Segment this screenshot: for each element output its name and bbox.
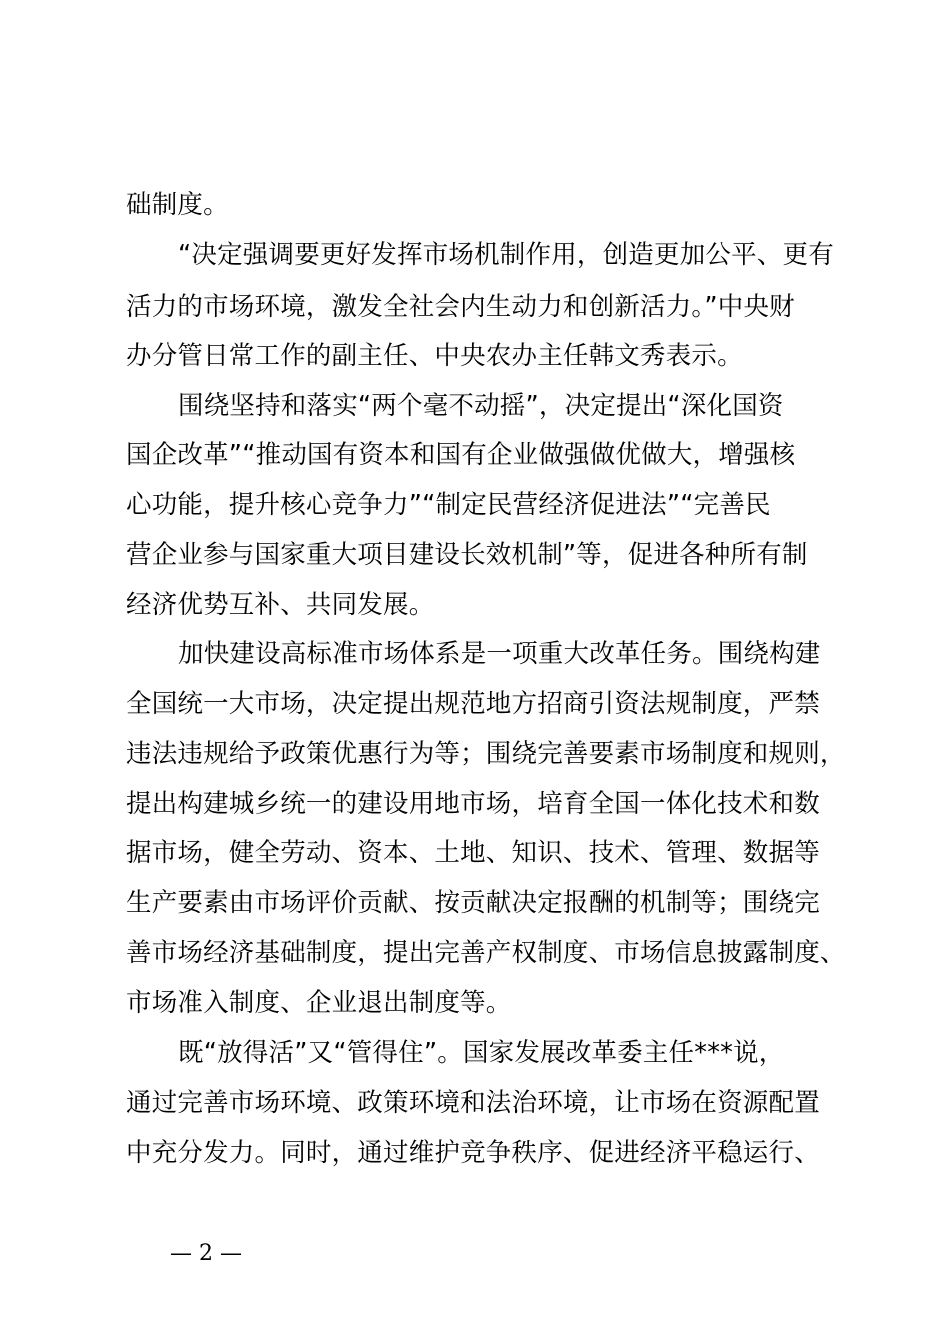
text-line: 营企业参与国家重大项目建设长效机制”等，促进各种所有制	[126, 540, 808, 570]
text-line: 活力的市场环境，激发全社会内生动力和创新活力。”中央财	[126, 292, 795, 322]
text-line: 市场准入制度、企业退出制度等。	[126, 988, 512, 1018]
text-line: 违法违规给予政策优惠行为等；围绕完善要素市场制度和规则，	[126, 739, 846, 769]
text-line: 善市场经济基础制度，提出完善产权制度、市场信息披露制度、	[126, 938, 846, 968]
text-line: 提出构建城乡统一的建设用地市场，培育全国一体化技术和数	[126, 789, 820, 819]
text-line: 围绕坚持和落实“两个毫不动摇”，决定提出“深化国资	[178, 391, 784, 421]
text-line: 加快建设高标准市场体系是一项重大改革任务。围绕构建	[178, 639, 821, 669]
page-number: — 2 —	[170, 1241, 242, 1266]
text-line: 中充分发力。同时，通过维护竞争秩序、促进经济平稳运行、	[126, 1138, 820, 1168]
text-line: 既“放得活”又“管得住”。国家发展改革委主任***说，	[178, 1038, 785, 1068]
text-line: 生产要素由市场评价贡献、按贡献决定报酬的机制等；围绕完	[126, 888, 820, 918]
text-line: 础制度。	[126, 190, 229, 220]
text-line: “决定强调要更好发挥市场机制作用，创造更加公平、更有	[178, 240, 834, 270]
text-line: 通过完善市场环境、政策环境和法治环境，让市场在资源配置	[126, 1088, 820, 1118]
text-line: 心功能，提升核心竞争力”“制定民营经济促进法”“完善民	[126, 490, 771, 520]
text-line: 办分管日常工作的副主任、中央农办主任韩文秀表示。	[126, 341, 743, 371]
text-line: 经济优势互补、共同发展。	[126, 590, 435, 620]
text-line: 国企改革”“推动国有资本和国有企业做强做优做大，增强核	[126, 440, 796, 470]
text-line: 据市场，健全劳动、资本、土地、知识、技术、管理、数据等	[126, 838, 820, 868]
text-line: 全国统一大市场，决定提出规范地方招商引资法规制度，严禁	[126, 689, 820, 719]
